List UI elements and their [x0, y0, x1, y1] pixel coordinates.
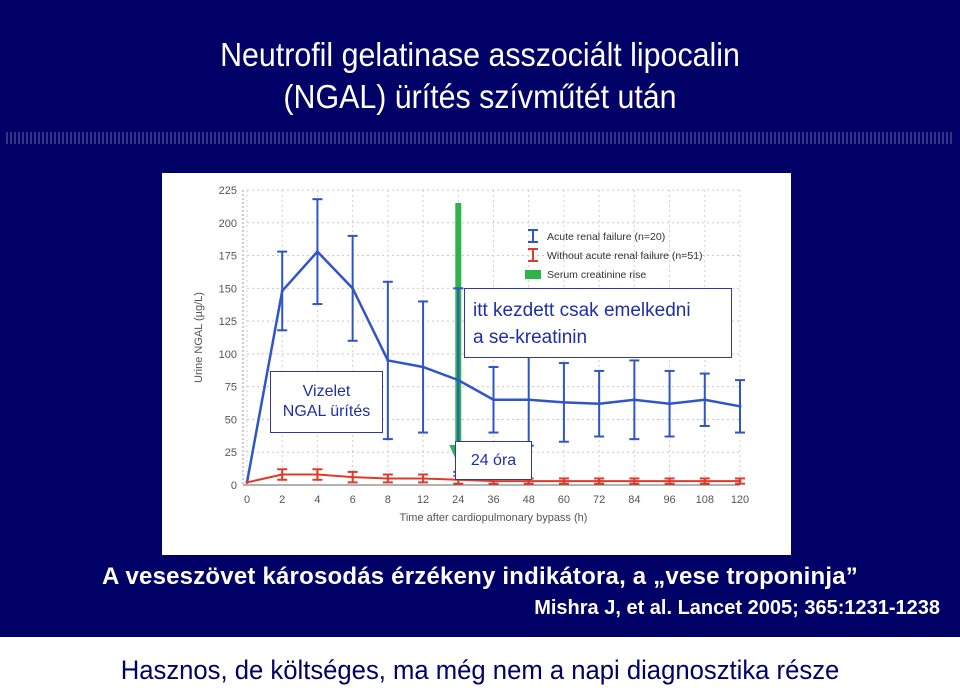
chart-figure — [162, 173, 791, 555]
y-tick-label: 100 — [218, 348, 237, 361]
y-tick-label: 75 — [224, 381, 237, 394]
slide-title — [38, 34, 921, 118]
data-point — [739, 480, 742, 483]
data-point — [457, 379, 460, 382]
y-tick-label: 25 — [224, 447, 237, 460]
data-point — [316, 473, 319, 476]
data-point — [422, 477, 425, 480]
x-tick-label: 84 — [628, 494, 641, 506]
x-tick-label: 4 — [314, 494, 321, 506]
x-tick-label: 60 — [557, 494, 571, 506]
data-point — [386, 359, 389, 362]
data-point — [703, 398, 706, 401]
x-tick-label: 0 — [243, 494, 251, 506]
data-point — [246, 481, 249, 484]
x-tick-label: 8 — [384, 494, 391, 506]
x-tick-label: 2 — [279, 494, 286, 506]
y-tick-label: 125 — [218, 316, 237, 329]
x-tick-label: 48 — [522, 494, 535, 506]
x-tick-label: 96 — [663, 494, 676, 506]
data-point — [668, 402, 671, 405]
ngal-chart — [162, 173, 791, 555]
legend-marker — [525, 270, 541, 279]
x-tick-label: 24 — [452, 494, 465, 506]
y-tick-label: 50 — [224, 414, 237, 427]
y-tick-label: 200 — [218, 217, 237, 230]
data-point — [281, 473, 284, 476]
x-tick-label: 6 — [349, 494, 356, 506]
legend-label: Acute renal failure (n=20) — [547, 231, 666, 243]
data-point — [562, 401, 565, 404]
data-point — [386, 477, 389, 480]
x-tick-label: 36 — [487, 494, 500, 506]
title-divider — [6, 132, 954, 144]
data-point — [527, 480, 530, 483]
creatinine-callout — [464, 288, 732, 358]
x-tick-label: 12 — [416, 494, 430, 506]
title-line-1: Neutrofil gelatinase asszociált lipocalin — [220, 36, 740, 73]
ngal-callout-line-1: Vizelet — [302, 383, 351, 400]
y-axis-title: Urine NGAL (µg/L) — [193, 292, 205, 383]
chart-legend — [525, 230, 703, 281]
data-point — [739, 405, 742, 408]
legend-label: Serum creatinine rise — [547, 269, 647, 281]
y-tick-label: 0 — [230, 480, 237, 492]
data-point — [492, 480, 495, 483]
data-point — [633, 398, 636, 401]
legend-label: Without acute renal failure (n=51) — [547, 250, 703, 262]
data-point — [633, 480, 636, 483]
data-point — [492, 398, 495, 401]
data-point — [351, 287, 354, 290]
data-point — [316, 250, 319, 253]
citation: Mishra J, et al. Lancet 2005; 365:1231-1238 — [534, 597, 940, 619]
ngal-callout-line-2: NGAL ürítés — [282, 403, 371, 420]
data-point — [598, 480, 601, 483]
data-point — [351, 476, 354, 479]
title-line-2: (NGAL) ürítés szívműtét után — [283, 78, 677, 115]
x-tick-label: 120 — [730, 494, 750, 506]
x-axis-title: Time after cardiopulmonary bypass (h) — [399, 512, 588, 524]
creatinine-callout-line-2: a se-kreatinin — [473, 327, 588, 348]
data-point — [562, 480, 565, 483]
footer-text: Hasznos, de költséges, ma még nem a napi diagnosztika része — [120, 655, 840, 685]
creatinine-callout-line-1: itt kezdett csak emelkedni — [473, 300, 691, 321]
data-point — [422, 366, 425, 369]
ngal-callout — [270, 371, 383, 433]
y-tick-label: 225 — [218, 185, 237, 197]
data-point — [527, 398, 530, 401]
y-tick-label: 150 — [218, 283, 237, 296]
tagline: A veseszövet károsodás érzékeny indikátora, a „vese troponinja” — [101, 563, 858, 590]
data-point — [598, 402, 601, 405]
callout-24h: 24 óra — [455, 441, 532, 480]
x-tick-label: 72 — [593, 494, 606, 506]
data-point — [703, 480, 706, 483]
data-point — [668, 480, 671, 483]
y-tick-label: 175 — [218, 250, 237, 263]
x-tick-label: 108 — [695, 494, 714, 506]
data-point — [281, 289, 284, 292]
